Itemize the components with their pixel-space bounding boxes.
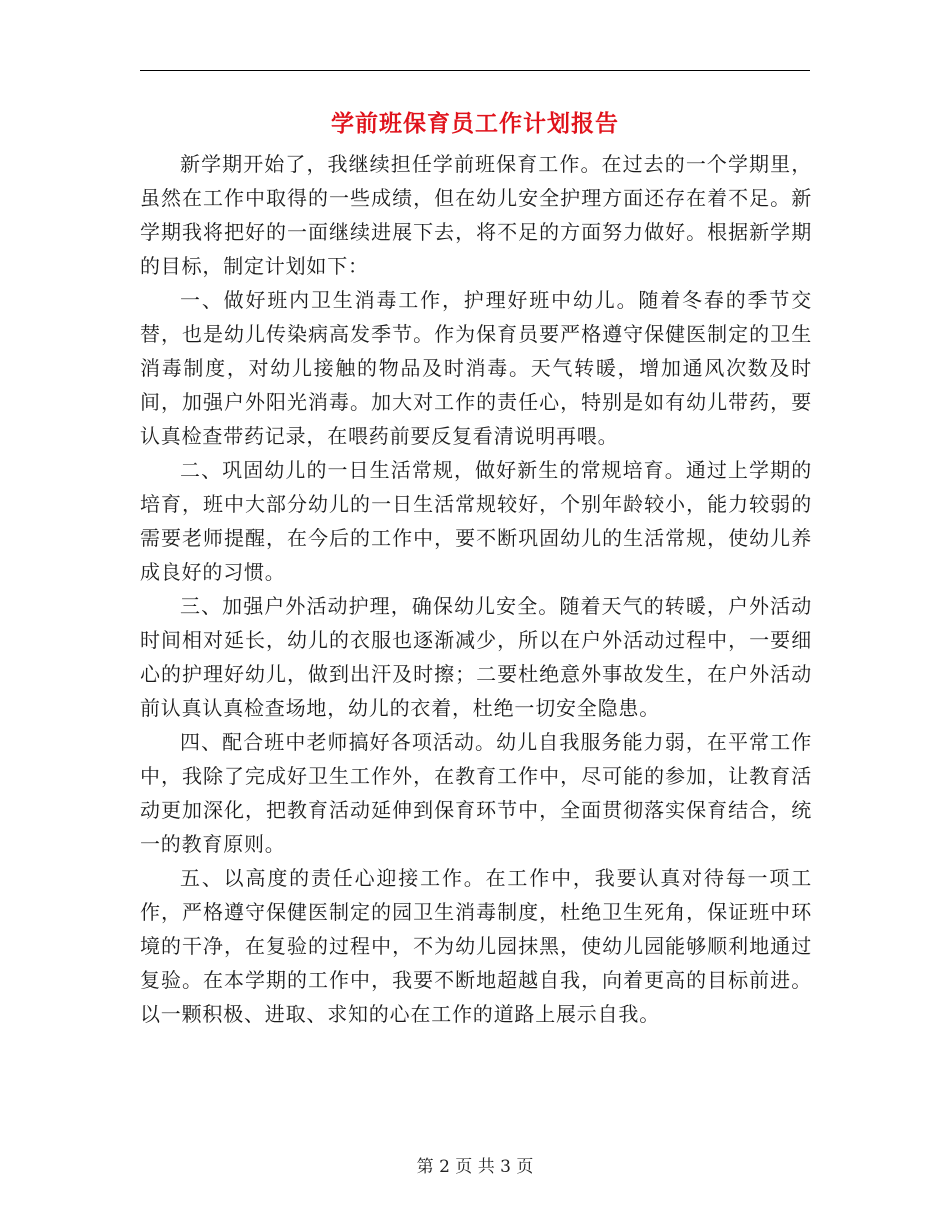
- page-footer: [0, 1155, 950, 1179]
- paragraph-section-2: 二、巩固幼儿的一日生活常规，做好新生的常规培育。通过上学期的培育，班中大部分幼儿的一日生活常规较好，个别年龄较小，能力较弱的需要老师提醒，在今后的工作中，要不断巩固幼儿的生活常规，使幼儿养成良好的习惯。: [140, 458, 812, 584]
- paragraph-section-4: 四、配合班中老师搞好各项活动。幼儿自我服务能力弱，在平常工作中，我除了完成好卫生工作外，在教育工作中，尽可能的参加，让教育活动更加深化，把教育活动延伸到保育环节中，全面贯彻落实保育结合，统一的教育原则。: [140, 730, 812, 856]
- document-body: [140, 147, 812, 1031]
- paragraph-section-5: 五、以高度的责任心迎接工作。在工作中，我要认真对待每一项工作，严格遵守保健医制定的园卫生消毒制度，杜绝卫生死角，保证班中环境的干净，在复验的过程中，不为幼儿园抹黑，使幼儿园能够顺利地通过复验。在本学期的工作中，我要不断地超越自我，向着更高的目标前进。以一颗积极、进取、求知的心在工作的道路上展示自我。: [140, 866, 812, 1026]
- page-number: 第 2 页 共 3 页: [416, 1157, 534, 1177]
- header-rule: [140, 70, 810, 71]
- paragraph-intro: 新学期开始了，我继续担任学前班保育工作。在过去的一个学期里，虽然在工作中取得的一些成绩，但在幼儿安全护理方面还存在着不足。新学期我将把好的一面继续进展下去，将不足的方面努力做好。根据新学期的目标，制定计划如下：: [140, 152, 812, 278]
- document-title: 学前班保育员工作计划报告: [331, 110, 619, 137]
- paragraph-section-3: 三、加强户外活动护理，确保幼儿安全。随着天气的转暖，户外活动时间相对延长，幼儿的衣服也逐渐减少，所以在户外活动过程中，一要细心的护理好幼儿，做到出汗及时擦；二要杜绝意外事故发生，在户外活动前认真认真检查场地，幼儿的衣着，杜绝一切安全隐患。: [140, 594, 812, 720]
- paragraph-section-1: 一、做好班内卫生消毒工作，护理好班中幼儿。随着冬春的季节交替，也是幼儿传染病高发季节。作为保育员要严格遵守保健医制定的卫生消毒制度，对幼儿接触的物品及时消毒。天气转暖，增加通风次数及时间，加强户外阳光消毒。加大对工作的责任心，特别是如有幼儿带药，要认真检查带药记录，在喂药前要反复看清说明再喂。: [140, 288, 812, 448]
